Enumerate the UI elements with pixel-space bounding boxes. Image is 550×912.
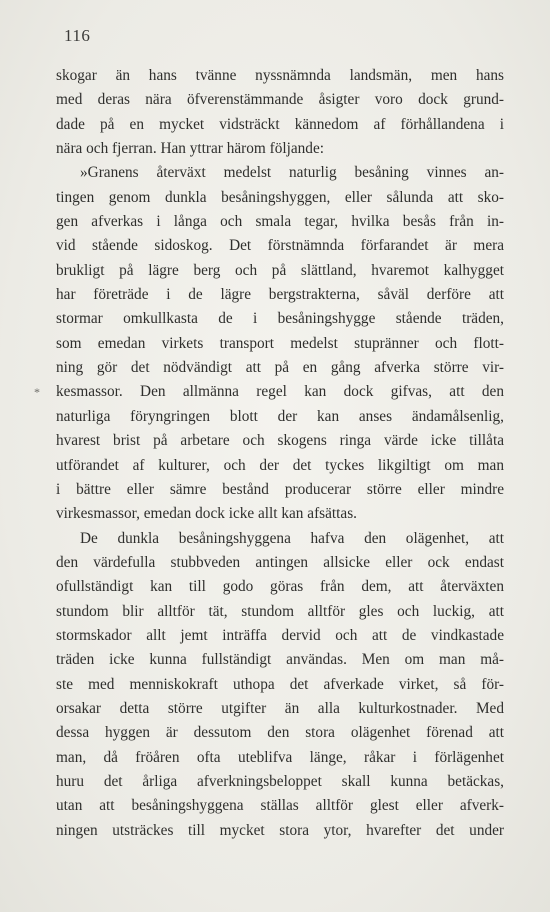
- text-line: brukligt på lägre berg och på slättland, hvaremot kalhygget: [56, 261, 504, 279]
- text-line: nära och fjerran. Han yttrar härom följande:: [56, 140, 324, 158]
- text-line: utförandet af kulturer, och der det tyckes likgiltigt om man: [56, 456, 504, 474]
- text-line: ofullständigt kan till godo göras från dem, att återväxten: [56, 578, 504, 596]
- text-line: ning gör det nödvändigt att på en gång afverka större vir-: [56, 359, 504, 377]
- text-line: i bättre eller sämre bestånd producerar större eller mindre: [56, 480, 504, 498]
- text-line: stormar omkullkasta de i besåningshygge stående träden,: [56, 310, 504, 328]
- text-line: utan att besåningshyggena ställas alltför glest eller afverk-: [56, 797, 504, 815]
- text-line: gen afverkas i långa och smala tegar, hvilka besås från in-: [56, 213, 504, 231]
- page-number: 116: [64, 26, 91, 45]
- text-line: De dunkla besåningshyggena hafva den olägenhet, att: [80, 529, 504, 547]
- text-line: ste med menniskokraft uthopa det afverkade virket, så för-: [56, 675, 504, 693]
- body-text: [56, 64, 504, 843]
- text-line: som emedan virkets transport medelst stupränner och flott-: [56, 334, 504, 352]
- text-line: orsakar detta större utgifter än alla kulturkostnader. Med: [56, 699, 504, 717]
- text-line: träden icke kunna fullständigt användas. Men om man må-: [56, 651, 504, 669]
- text-line: ningen utsträckes till mycket stora ytor, hvarefter det under: [56, 821, 504, 839]
- text-line: med deras nära öfverenstämmande åsigter voro dock grund-: [56, 91, 504, 109]
- text-line: man, då fröåren ofta uteblifva länge, råkar i förlägenhet: [56, 748, 504, 766]
- text-line: vid stående sidoskog. Det förstnämnda förfarandet är mera: [56, 237, 504, 255]
- text-line: virkesmassor, emedan dock icke allt kan afsättas.: [56, 505, 357, 523]
- text-line: stundom blir alltför tät, stundom alltför gles och luckig, att: [56, 602, 504, 620]
- text-line: huru det årliga afverkningsbeloppet skall kunna betäckas,: [56, 772, 504, 790]
- text-line: »Granens återväxt medelst naturlig besåning vinnes an-: [80, 164, 504, 182]
- text-line: hvarest brist på arbetare och skogens ringa värde icke tillåta: [56, 432, 504, 450]
- text-line: kesmassor. Den allmänna regel kan dock gifvas, att den: [56, 383, 504, 401]
- text-line: tingen genom dunkla besåningshyggen, eller sålunda att sko-: [56, 188, 504, 206]
- text-line: skogar än hans tvänne nyssnämnda landsmän, men hans: [56, 67, 504, 84]
- margin-mark: *: [34, 385, 40, 399]
- text-line: dessa hyggen är dessutom den stora olägenhet förenad att: [56, 724, 504, 742]
- text-line: har företräde i de lägre bergstrakterna, såväl derföre att: [56, 286, 504, 304]
- text-line: den värdefulla stubbveden antingen allsicke eller ock endast: [56, 553, 504, 571]
- text-line: naturliga föryngringen blott der kan anses ändamålsenlig,: [56, 407, 504, 425]
- text-line: stormskador allt jemt inträffa dervid och att de vindkastade: [56, 626, 504, 644]
- text-line: dade på en mycket vidsträckt kännedom af förhållandena i: [56, 115, 504, 133]
